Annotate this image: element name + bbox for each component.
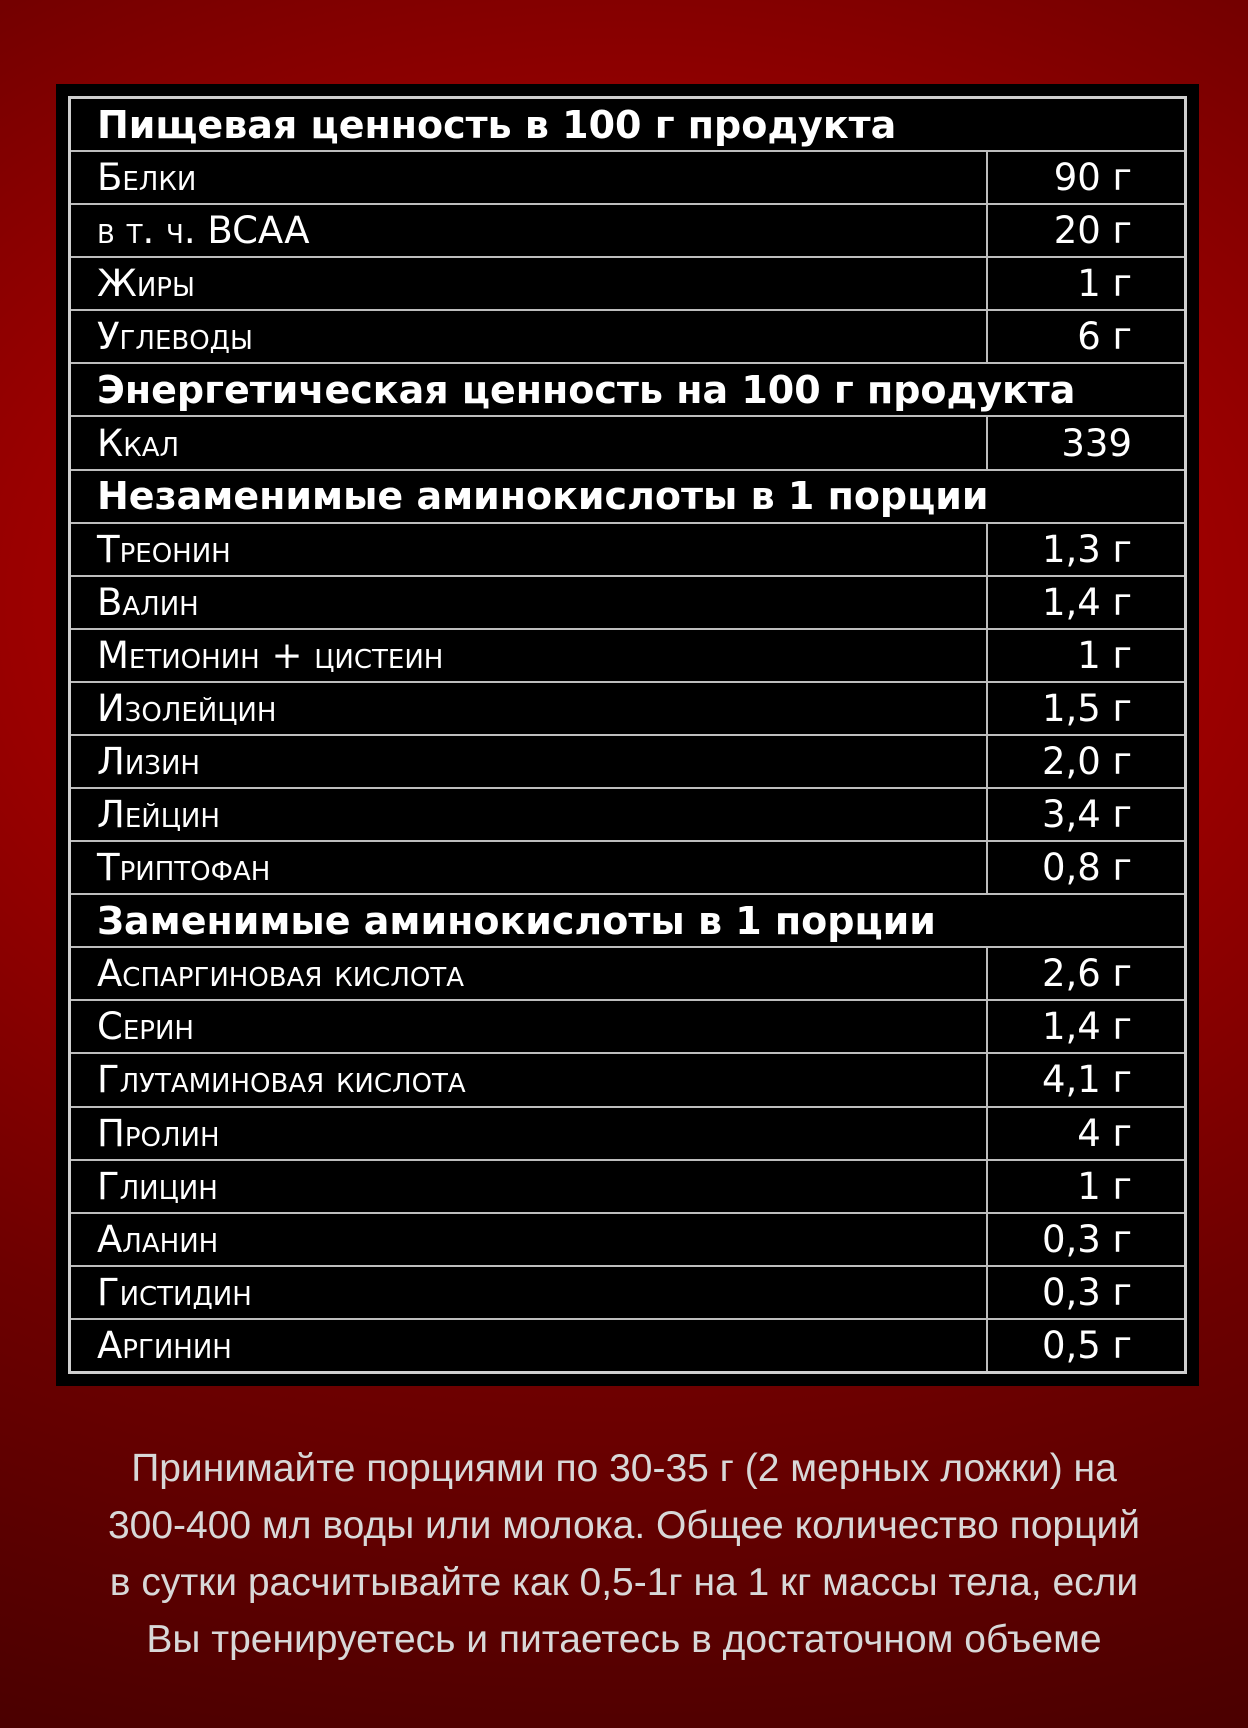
nutrient-row	[70, 788, 1186, 841]
nutrient-row	[70, 576, 1186, 629]
section-header-row	[70, 98, 1186, 152]
nutrient-name: Серин	[70, 1000, 987, 1053]
nutrient-value: 0,3 г	[987, 1213, 1186, 1266]
nutrient-value: 0,8 г	[987, 841, 1186, 894]
section-header-row	[70, 470, 1186, 523]
section-header-row	[70, 894, 1186, 947]
section-title: Энергетическая ценность на 100 г продукта	[70, 363, 1186, 416]
nutrient-row	[70, 735, 1186, 788]
nutrient-row	[70, 629, 1186, 682]
nutrient-value: 1,4 г	[987, 1000, 1186, 1053]
nutrient-name: в т. ч. BCAA	[70, 204, 987, 257]
nutrient-value: 0,5 г	[987, 1319, 1186, 1373]
nutrient-row	[70, 204, 1186, 257]
nutrient-name: Лизин	[70, 735, 987, 788]
nutrient-name: Метионин + цистеин	[70, 629, 987, 682]
nutrient-name: Валин	[70, 576, 987, 629]
nutrition-table-body	[70, 98, 1186, 1373]
nutrient-value: 4,1 г	[987, 1053, 1186, 1106]
nutrient-value: 6 г	[987, 310, 1186, 363]
nutrient-name: Аргинин	[70, 1319, 987, 1373]
section-title: Пищевая ценность в 100 г продукта	[70, 98, 1186, 152]
nutrient-value: 3,4 г	[987, 788, 1186, 841]
nutrient-row	[70, 416, 1186, 469]
nutrient-name: Жиры	[70, 257, 987, 310]
nutrient-name: Аспаргиновая кислота	[70, 947, 987, 1000]
nutrient-name: Треонин	[70, 523, 987, 576]
nutrient-row	[70, 523, 1186, 576]
nutrient-row	[70, 841, 1186, 894]
nutrient-value: 1 г	[987, 257, 1186, 310]
nutrient-value: 20 г	[987, 204, 1186, 257]
nutrient-value: 1 г	[987, 1160, 1186, 1213]
nutrient-name: Изолейцин	[70, 682, 987, 735]
instructions-line: Вы тренируетесь и питаетесь в достаточном объеме	[146, 1618, 1102, 1661]
nutrient-value: 1,3 г	[987, 523, 1186, 576]
nutrient-name: Триптофан	[70, 841, 987, 894]
nutrient-value: 4 г	[987, 1107, 1186, 1160]
nutrient-value: 1,5 г	[987, 682, 1186, 735]
nutrient-value: 2,0 г	[987, 735, 1186, 788]
nutrient-row	[70, 947, 1186, 1000]
instructions-line: в сутки расчитывайте как 0,5-1г на 1 кг массы тела, если	[109, 1561, 1139, 1604]
nutrient-row	[70, 257, 1186, 310]
nutrient-name: Гистидин	[70, 1266, 987, 1319]
nutrient-name: Ккал	[70, 416, 987, 469]
nutrient-row	[70, 1319, 1186, 1373]
nutrient-value: 1 г	[987, 629, 1186, 682]
section-title: Незаменимые аминокислоты в 1 порции	[70, 470, 1186, 523]
nutrient-row	[70, 682, 1186, 735]
section-title: Заменимые аминокислоты в 1 порции	[70, 894, 1186, 947]
section-header-row	[70, 363, 1186, 416]
instructions-line: Принимайте порциями по 30-35 г (2 мерных ложки) на	[131, 1447, 1117, 1490]
nutrient-row	[70, 1053, 1186, 1106]
nutrient-name: Лейцин	[70, 788, 987, 841]
nutrient-name: Пролин	[70, 1107, 987, 1160]
nutrient-row	[70, 310, 1186, 363]
nutrient-name: Аланин	[70, 1213, 987, 1266]
nutrient-row	[70, 1213, 1186, 1266]
nutrition-table	[68, 96, 1187, 1374]
nutrient-value: 339	[987, 416, 1186, 469]
nutrient-name: Углеводы	[70, 310, 987, 363]
nutrient-value: 2,6 г	[987, 947, 1186, 1000]
nutrient-name: Белки	[70, 151, 987, 204]
usage-instructions	[40, 1440, 1208, 1668]
nutrient-name: Глицин	[70, 1160, 987, 1213]
instructions-line: 300-400 мл воды или молока. Общее количество порций	[107, 1504, 1141, 1547]
nutrient-name: Глутаминовая кислота	[70, 1053, 987, 1106]
nutrient-row	[70, 1266, 1186, 1319]
nutrient-row	[70, 1160, 1186, 1213]
nutrient-row	[70, 151, 1186, 204]
nutrient-row	[70, 1107, 1186, 1160]
nutrient-row	[70, 1000, 1186, 1053]
nutrient-value: 0,3 г	[987, 1266, 1186, 1319]
nutrient-value: 90 г	[987, 151, 1186, 204]
nutrient-value: 1,4 г	[987, 576, 1186, 629]
nutrition-table-panel	[56, 84, 1199, 1386]
